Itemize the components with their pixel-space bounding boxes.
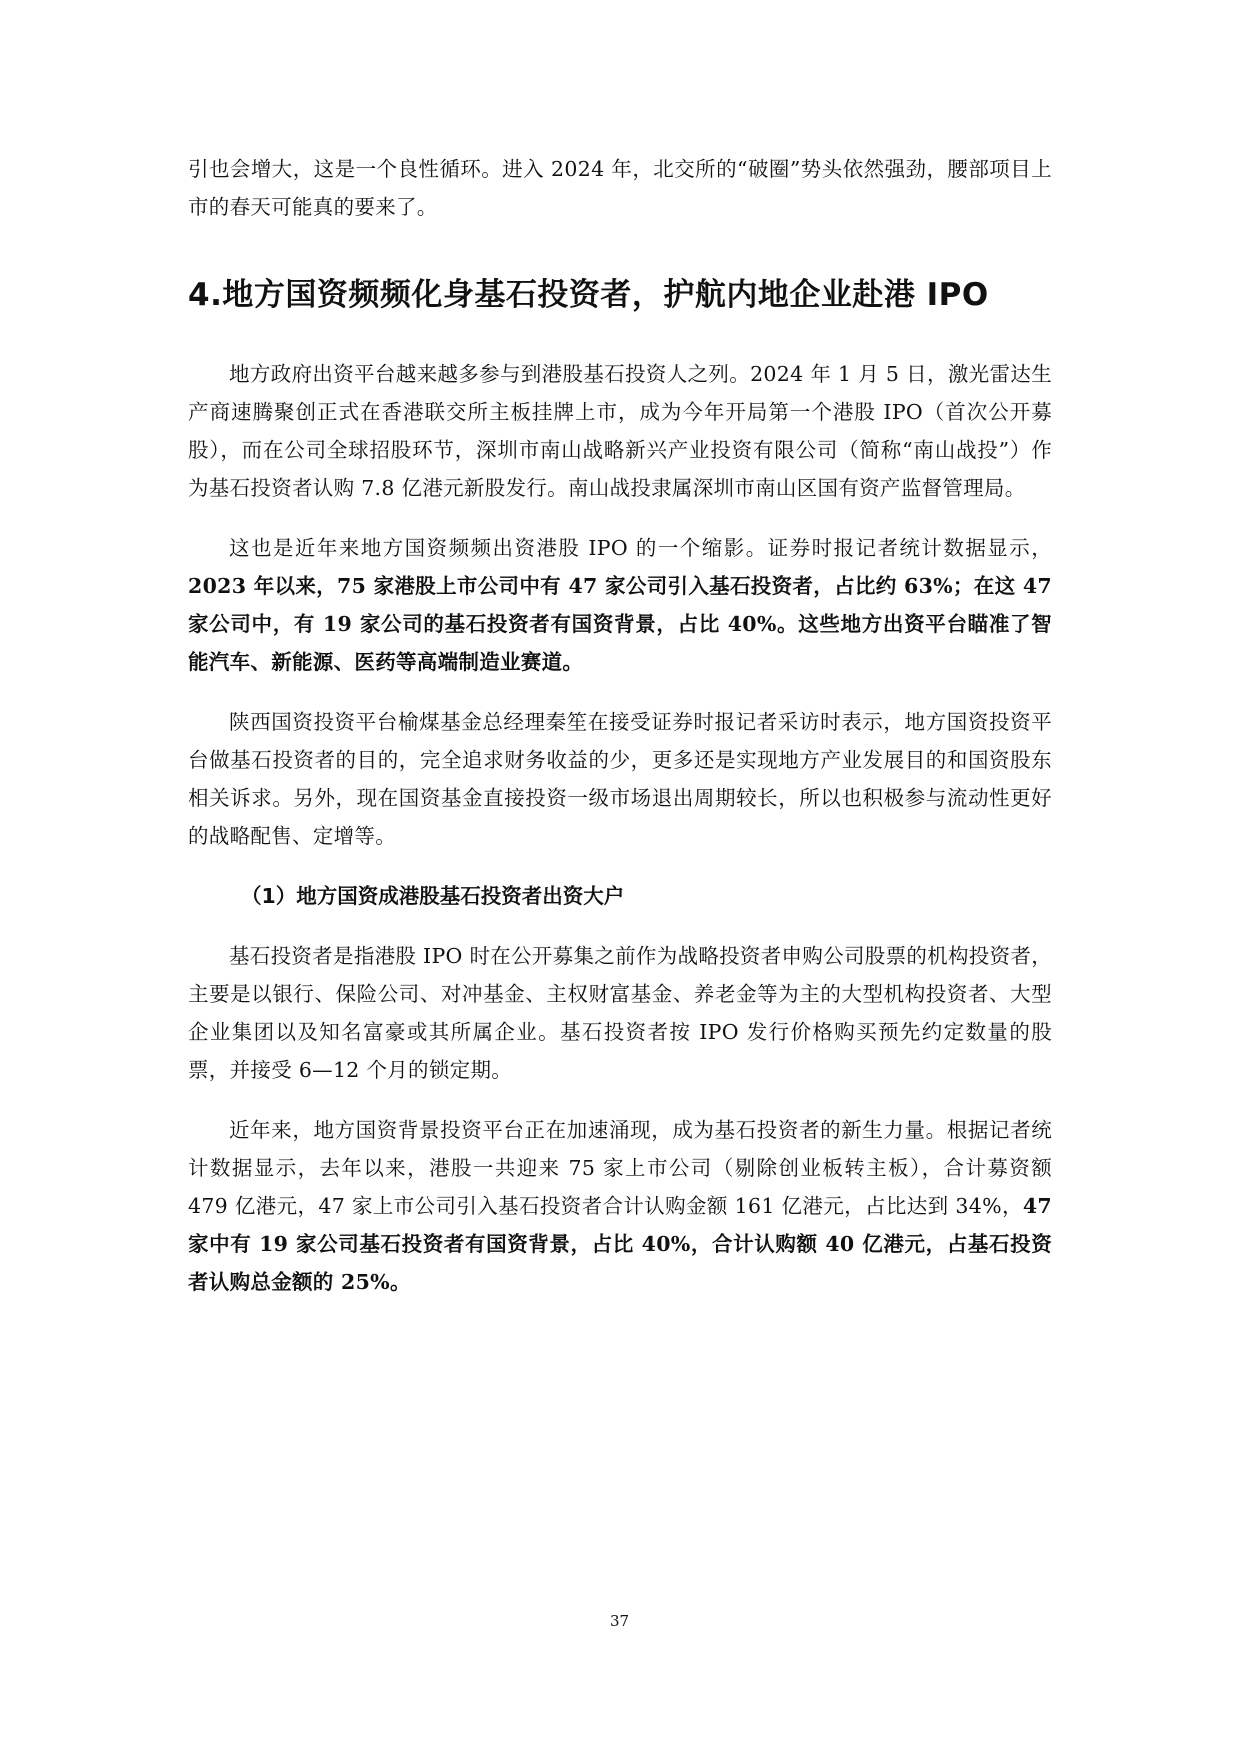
- paragraph-continuation: 引也会增大，这是一个良性循环。进入 2024 年，北交所的“破圈”势头依然强劲，腰部项目上市的春天可能真的要来了。: [188, 157, 1052, 219]
- paragraph-nanshan: 地方政府出资平台越来越多参与到港股基石投资人之列。2024 年 1 月 5 日，激光雷达生产商速腾聚创正式在香港联交所主板挂牌上市，成为今年开局第一个港股 IPO（首次公开募股），而在公司全球招股环节，深圳市南山战略新兴产业投资有限公司（简称“南山战投”）作为基石投资者认购 7.8 亿港元新股发行。南山战投隶属深圳市南山区国有资产监督管理局。: [188, 362, 1052, 500]
- paragraph-statistics: [188, 529, 1052, 681]
- paragraph-statistics-intro: 这也是近年来地方国资频频出资港股 IPO 的一个缩影。证券时报记者统计数据显示，: [229, 536, 1052, 560]
- paragraph-shaanxi: 陕西国资投资平台榆煤基金总经理秦笙在接受证券时报记者采访时表示，地方国资投资平台做基石投资者的目的，完全追求财务收益的少，更多还是实现地方产业发展目的和国资股东相关诉求。另外，现在国资基金直接投资一级市场退出周期较长，所以也积极参与流动性更好的战略配售、定增等。: [188, 710, 1052, 848]
- document-page: [188, 150, 1052, 1301]
- page-number: 37: [609, 1612, 630, 1630]
- subsection-heading: （1）地方国资成港股基石投资者出资大户: [241, 884, 625, 908]
- paragraph-statistics-highlight: 2023 年以来，75 家港股上市公司中有 47 家公司引入基石投资者，占比约 63%；在这 47 家公司中，有 19 家公司的基石投资者有国资背景，占比 40%。这些地方出资平台瞄准了智能汽车、新能源、医药等高端制造业赛道。: [188, 574, 1052, 674]
- section-heading: 4.地方国资频频化身基石投资者，护航内地企业赴港 IPO: [188, 277, 989, 313]
- paragraph-definition: 基石投资者是指港股 IPO 时在公开募集之前作为战略投资者申购公司股票的机构投资者，主要是以银行、保险公司、对冲基金、主权财富基金、养老金等为主的大型机构投资者、大型企业集团以及知名富豪或其所属企业。基石投资者按 IPO 发行价格购买预先约定数量的股票，并接受 6—12 个月的锁定期。: [188, 944, 1052, 1082]
- paragraph-recent: [188, 1111, 1052, 1301]
- paragraph-recent-intro: 近年来，地方国资背景投资平台正在加速涌现，成为基石投资者的新生力量。根据记者统计数据显示，去年以来，港股一共迎来 75 家上市公司（剔除创业板转主板），合计募资额 479 亿港元，47 家上市公司引入基石投资者合计认购金额 161 亿港元，占比达到 34%，: [188, 1118, 1052, 1218]
- paragraph-recent-highlight: 47 家中有 19 家公司基石投资者有国资背景，占比 40%，合计认购额 40 亿港元，占基石投资者认购总金额的 25%。: [188, 1194, 1052, 1294]
